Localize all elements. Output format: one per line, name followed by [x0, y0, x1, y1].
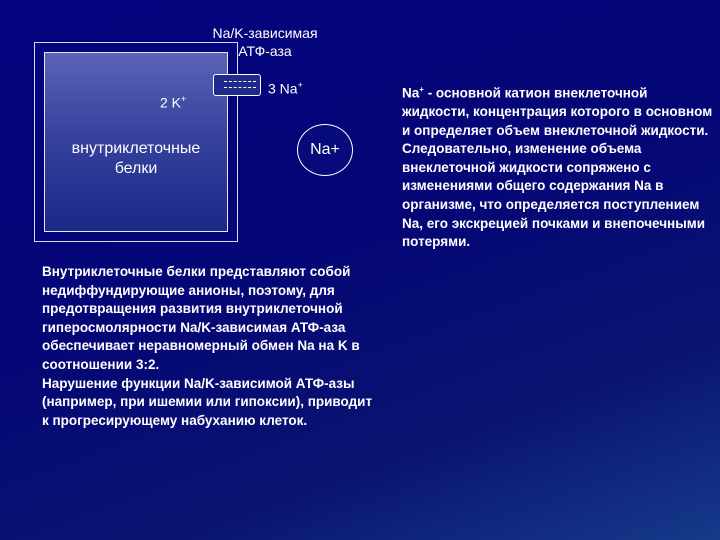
right-paragraph-1 [402, 81, 714, 140]
k-ion-label [160, 94, 186, 111]
na-ion-charge: + [297, 80, 303, 90]
intracellular-proteins-label [52, 139, 220, 179]
extracellular-na-text: Na+ [310, 141, 340, 158]
na-ion-text: 3 Na [268, 80, 298, 97]
left-text-block [42, 263, 382, 430]
na-ion-label [268, 80, 303, 97]
na-k-pump-icon [213, 74, 261, 96]
proteins-label-line1: внутриклеточные [71, 140, 201, 157]
right-na-charge: + [419, 85, 424, 94]
proteins-label-line2: белки [114, 160, 158, 177]
k-ion-charge: + [181, 94, 187, 104]
right-text-block [402, 81, 714, 252]
right-paragraph-1-rest: - основной катион внеклеточной жидкости, концентрация которого в основном и определяет объем внеклеточной жидкости. [402, 85, 713, 138]
extracellular-na-circle [297, 124, 353, 176]
left-paragraph-1: Внутриклеточные белки представляют собой недиффундирующие анионы, поэтому, для предотвращения развития внутриклеточной гиперосмолярности Na/K-зависимая АТФ-аза обеспечивает неравномерный обмен Na на K в соотношении 3:2. [42, 264, 360, 372]
right-na-prefix: Na [402, 85, 420, 101]
enzyme-label-line1: Na/K-зависимая [212, 25, 318, 41]
enzyme-label-line2: АТФ-аза [238, 43, 292, 59]
left-paragraph-2: Нарушение функции Na/K-зависимой АТФ-азы (например, при ишемии или гипоксии), приводит к прогресирующему набуханию клеток. [42, 375, 373, 428]
right-paragraph-2: Следовательно, изменение объема внеклеточной жидкости сопряжено с изменениями общего содержания Na в организме, что определяется поступлением Na, его экскрецией почками и внепочечными потерями. [402, 141, 706, 250]
k-ion-text: 2 K [160, 94, 182, 111]
